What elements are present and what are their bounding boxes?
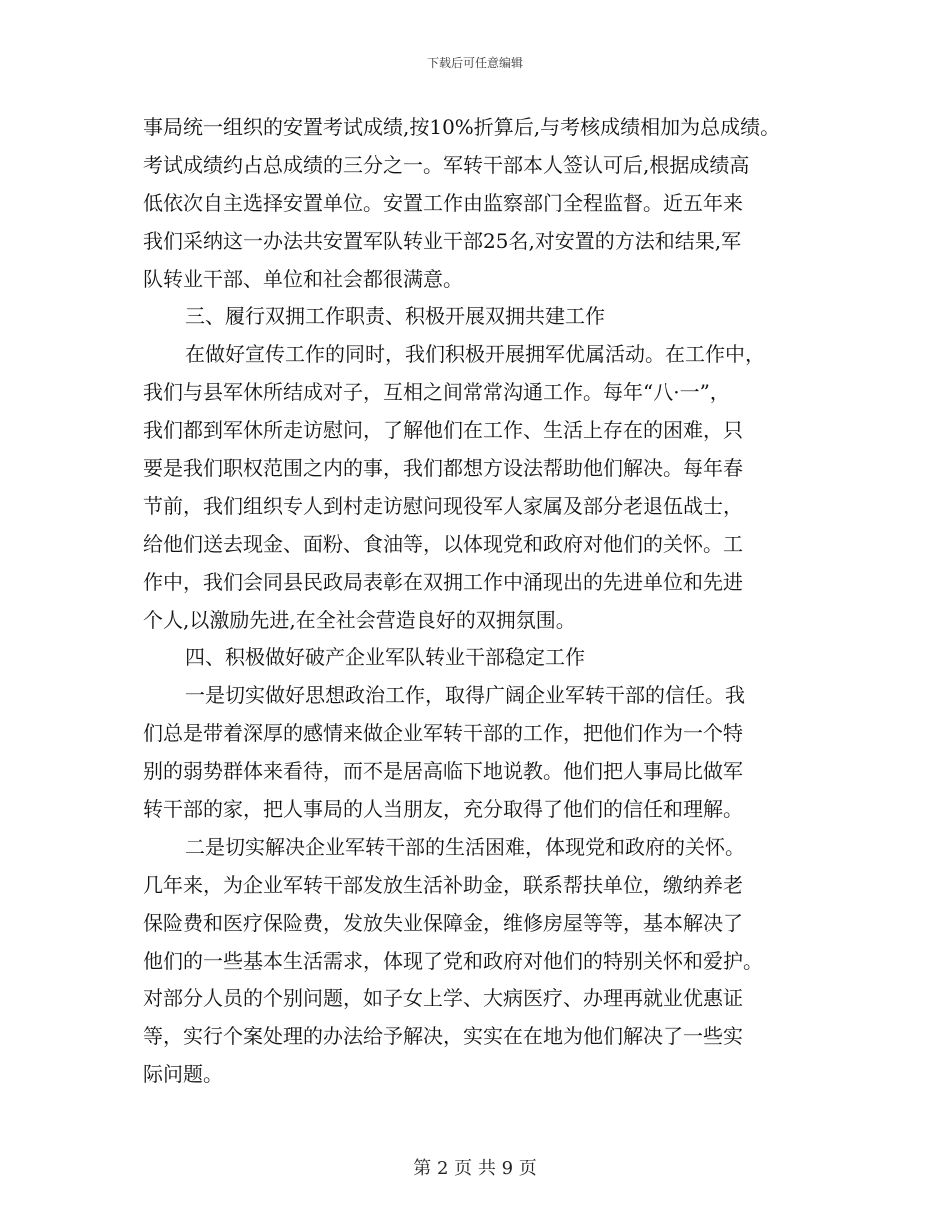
text-line: 事局统一组织的安置考试成绩,按10%折算后,与考核成绩相加为总成绩。 xyxy=(143,115,781,139)
text-line: 队转业干部、单位和社会都很满意。 xyxy=(143,266,463,291)
section-heading-3: 三、履行双拥工作职责、积极开展双拥共建工作 xyxy=(185,304,605,329)
page-header: 下载后可任意编辑 xyxy=(426,56,523,70)
text-line: 对部分人员的个别问题，如子女上学、大病医疗、办理再就业优惠证 xyxy=(143,986,743,1011)
text-line: 转干部的家，把人事局的人当朋友，充分取得了他们的信任和理解。 xyxy=(143,797,743,822)
section-heading-4: 四、积极做好破产企业军队转业干部稳定工作 xyxy=(185,645,585,670)
text-line: 几年来，为企业军转干部发放生活补助金，联系帮扶单位，缴纳养老 xyxy=(143,872,743,897)
text-line: 别的弱势群体来看待，而不是居高临下地说教。他们把人事局比做军 xyxy=(143,759,743,784)
text-line: 在做好宣传工作的同时，我们积极开展拥军优属活动。在工作中， xyxy=(185,342,765,367)
text-line: 给他们送去现金、面粉、食油等，以体现党和政府对他们的关怀。工 xyxy=(143,531,743,556)
text-line: 二是切实解决企业军转干部的生活困难，体现党和政府的关怀。 xyxy=(185,834,745,859)
text-line: 低依次自主选择安置单位。安置工作由监察部门全程监督。近五年来 xyxy=(143,190,743,215)
text-line: 个人,以激励先进,在全社会营造良好的双拥氛围。 xyxy=(143,607,576,632)
text-line: 保险费和医疗保险费，发放失业保障金，维修房屋等等，基本解决了 xyxy=(143,910,743,935)
text-line: 节前，我们组织专人到村走访慰问现役军人家属及部分老退伍战士， xyxy=(143,493,743,518)
text-line: 一是切实做好思想政治工作，取得广阔企业军转干部的信任。我 xyxy=(185,683,745,708)
text-line: 考试成绩约占总成绩的三分之一。军转干部本人签认可后,根据成绩高 xyxy=(143,152,750,177)
document-body xyxy=(143,109,833,1094)
text-line: 我们采纳这一办法共安置军队转业干部25名,对安置的方法和结果,军 xyxy=(143,228,742,253)
text-line: 要是我们职权范围之内的事，我们都想方设法帮助他们解决。每年春 xyxy=(143,456,743,481)
text-line: 他们的一些基本生活需求，体现了党和政府对他们的特别关怀和爱护。 xyxy=(143,948,763,973)
text-line: 作中，我们会同县民政局表彰在双拥工作中涌现出的先进单位和先进 xyxy=(143,569,743,594)
text-line: 际问题。 xyxy=(143,1062,223,1087)
page-number: 第 2 页 共 9 页 xyxy=(413,1158,537,1179)
text-line: 们总是带着深厚的感情来做企业军转干部的工作，把他们作为一个特 xyxy=(143,721,743,746)
text-line: 我们都到军休所走访慰问，了解他们在工作、生活上存在的困难，只 xyxy=(143,418,743,443)
text-line: 等，实行个案处理的办法给予解决，实实在在地为他们解决了一些实 xyxy=(143,1024,743,1049)
text-line: 我们与县军休所结成对子，互相之间常常沟通工作。每年“八·一”， xyxy=(143,380,730,405)
